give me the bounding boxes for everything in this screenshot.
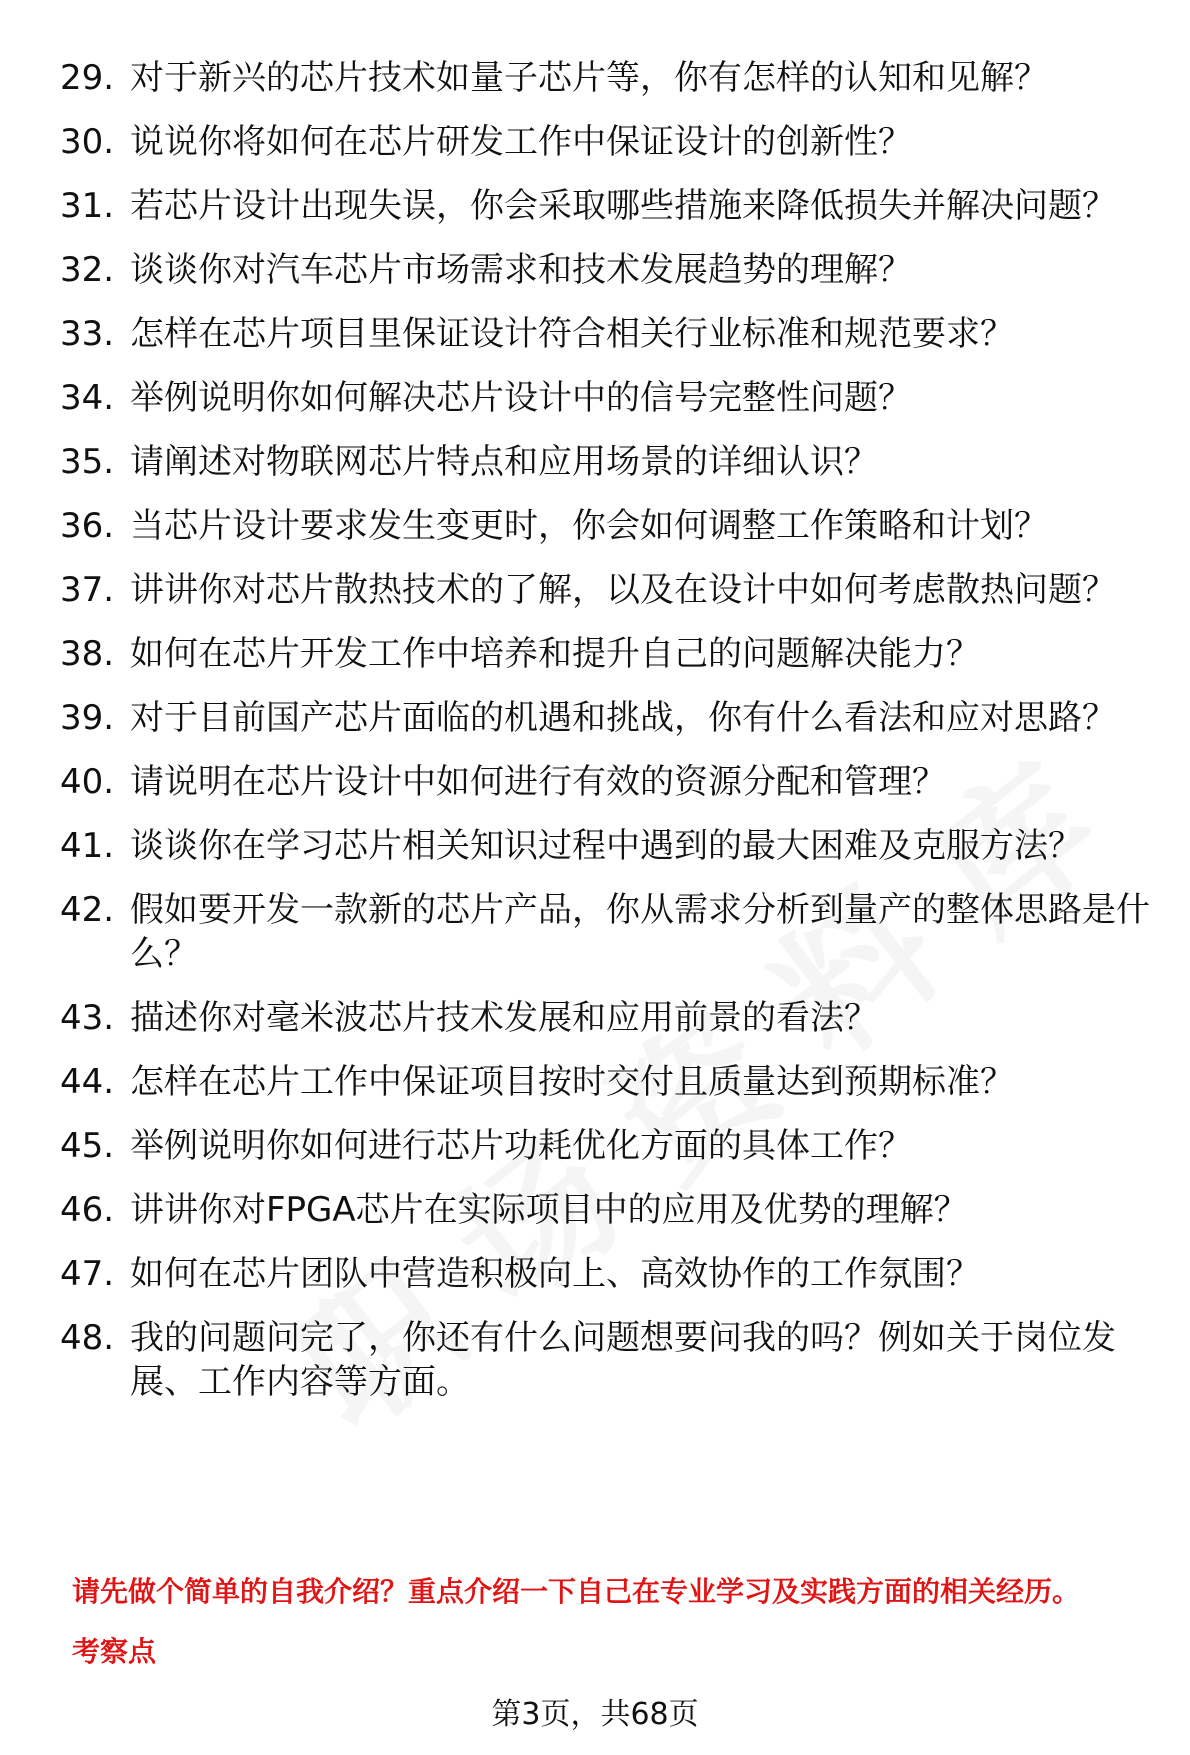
question-number: 45. xyxy=(60,1126,115,1166)
question-number: 29. xyxy=(60,58,115,98)
question-number: 38. xyxy=(60,634,115,674)
question-text: 怎样在芯片项目里保证设计符合相关行业标准和规范要求？ xyxy=(130,314,1014,354)
question-item xyxy=(60,696,1150,740)
question-number: 36. xyxy=(60,506,115,546)
question-item xyxy=(60,248,1150,292)
question-number: 31. xyxy=(60,186,115,226)
question-number: 44. xyxy=(60,1062,115,1102)
question-item xyxy=(60,56,1150,100)
question-number: 46. xyxy=(60,1190,115,1230)
question-text: 我的问题问完了，你还有什么问题想要问我的吗？例如关于岗位发展、工作内容等方面。 xyxy=(130,1318,1116,1402)
question-text: 讲讲你对芯片散热技术的了解，以及在设计中如何考虑散热问题？ xyxy=(130,570,1116,610)
question-text: 说说你将如何在芯片研发工作中保证设计的创新性？ xyxy=(130,122,912,162)
question-number: 39. xyxy=(60,698,115,738)
question-text: 举例说明你如何解决芯片设计中的信号完整性问题？ xyxy=(130,378,912,418)
question-text: 如何在芯片团队中营造积极向上、高效协作的工作氛围？ xyxy=(130,1254,980,1294)
question-item xyxy=(60,632,1150,676)
question-item xyxy=(60,824,1150,868)
question-number: 47. xyxy=(60,1254,115,1294)
question-text: 假如要开发一款新的芯片产品，你从需求分析到量产的整体思路是什么？ xyxy=(130,890,1150,974)
question-text: 谈谈你对汽车芯片市场需求和技术发展趋势的理解？ xyxy=(130,250,912,290)
question-text: 谈谈你在学习芯片相关知识过程中遇到的最大困难及克服方法？ xyxy=(130,826,1082,866)
question-item xyxy=(60,1124,1150,1168)
question-number: 32. xyxy=(60,250,115,290)
question-number: 42. xyxy=(60,890,115,930)
question-text: 若芯片设计出现失误，你会采取哪些措施来降低损失并解决问题？ xyxy=(130,186,1116,226)
question-number: 37. xyxy=(60,570,115,610)
question-item xyxy=(60,376,1150,420)
question-item xyxy=(60,1252,1150,1296)
question-text: 如何在芯片开发工作中培养和提升自己的问题解决能力？ xyxy=(130,634,980,674)
question-list xyxy=(60,56,1150,1424)
question-item xyxy=(60,1188,1150,1232)
page-footer: 第3页，共68页 xyxy=(491,1697,699,1732)
question-text: 讲讲你对FPGA芯片在实际项目中的应用及优势的理解？ xyxy=(130,1190,968,1230)
question-text: 怎样在芯片工作中保证项目按时交付且质量达到预期标准？ xyxy=(130,1062,1014,1102)
question-text: 描述你对毫米波芯片技术发展和应用前景的看法？ xyxy=(130,998,878,1038)
question-item xyxy=(60,760,1150,804)
question-item xyxy=(60,184,1150,228)
question-number: 40. xyxy=(60,762,115,802)
question-item xyxy=(60,888,1150,976)
question-number: 48. xyxy=(60,1318,115,1358)
question-item xyxy=(60,1316,1150,1404)
question-item xyxy=(60,568,1150,612)
question-number: 33. xyxy=(60,314,115,354)
question-item xyxy=(60,504,1150,548)
question-text: 当芯片设计要求发生变更时，你会如何调整工作策略和计划？ xyxy=(130,506,1048,546)
question-item xyxy=(60,1060,1150,1104)
section-label: 考察点 xyxy=(72,1635,157,1668)
question-text: 请阐述对物联网芯片特点和应用场景的详细认识？ xyxy=(130,442,878,482)
question-text: 对于目前国产芯片面临的机遇和挑战，你有什么看法和应对思路？ xyxy=(130,698,1116,738)
question-text: 请说明在芯片设计中如何进行有效的资源分配和管理？ xyxy=(130,762,946,802)
question-item xyxy=(60,312,1150,356)
question-item xyxy=(60,440,1150,484)
question-number: 30. xyxy=(60,122,115,162)
question-text: 举例说明你如何进行芯片功耗优化方面的具体工作？ xyxy=(130,1126,912,1166)
question-item xyxy=(60,996,1150,1040)
question-number: 35. xyxy=(60,442,115,482)
question-number: 41. xyxy=(60,826,115,866)
question-text: 对于新兴的芯片技术如量子芯片等，你有怎样的认知和见解？ xyxy=(130,58,1048,98)
question-item xyxy=(60,120,1150,164)
question-number: 34. xyxy=(60,378,115,418)
highlight-question: 请先做个简单的自我介绍？重点介绍一下自己在专业学习及实践方面的相关经历。 xyxy=(72,1575,1081,1608)
question-number: 43. xyxy=(60,998,115,1038)
